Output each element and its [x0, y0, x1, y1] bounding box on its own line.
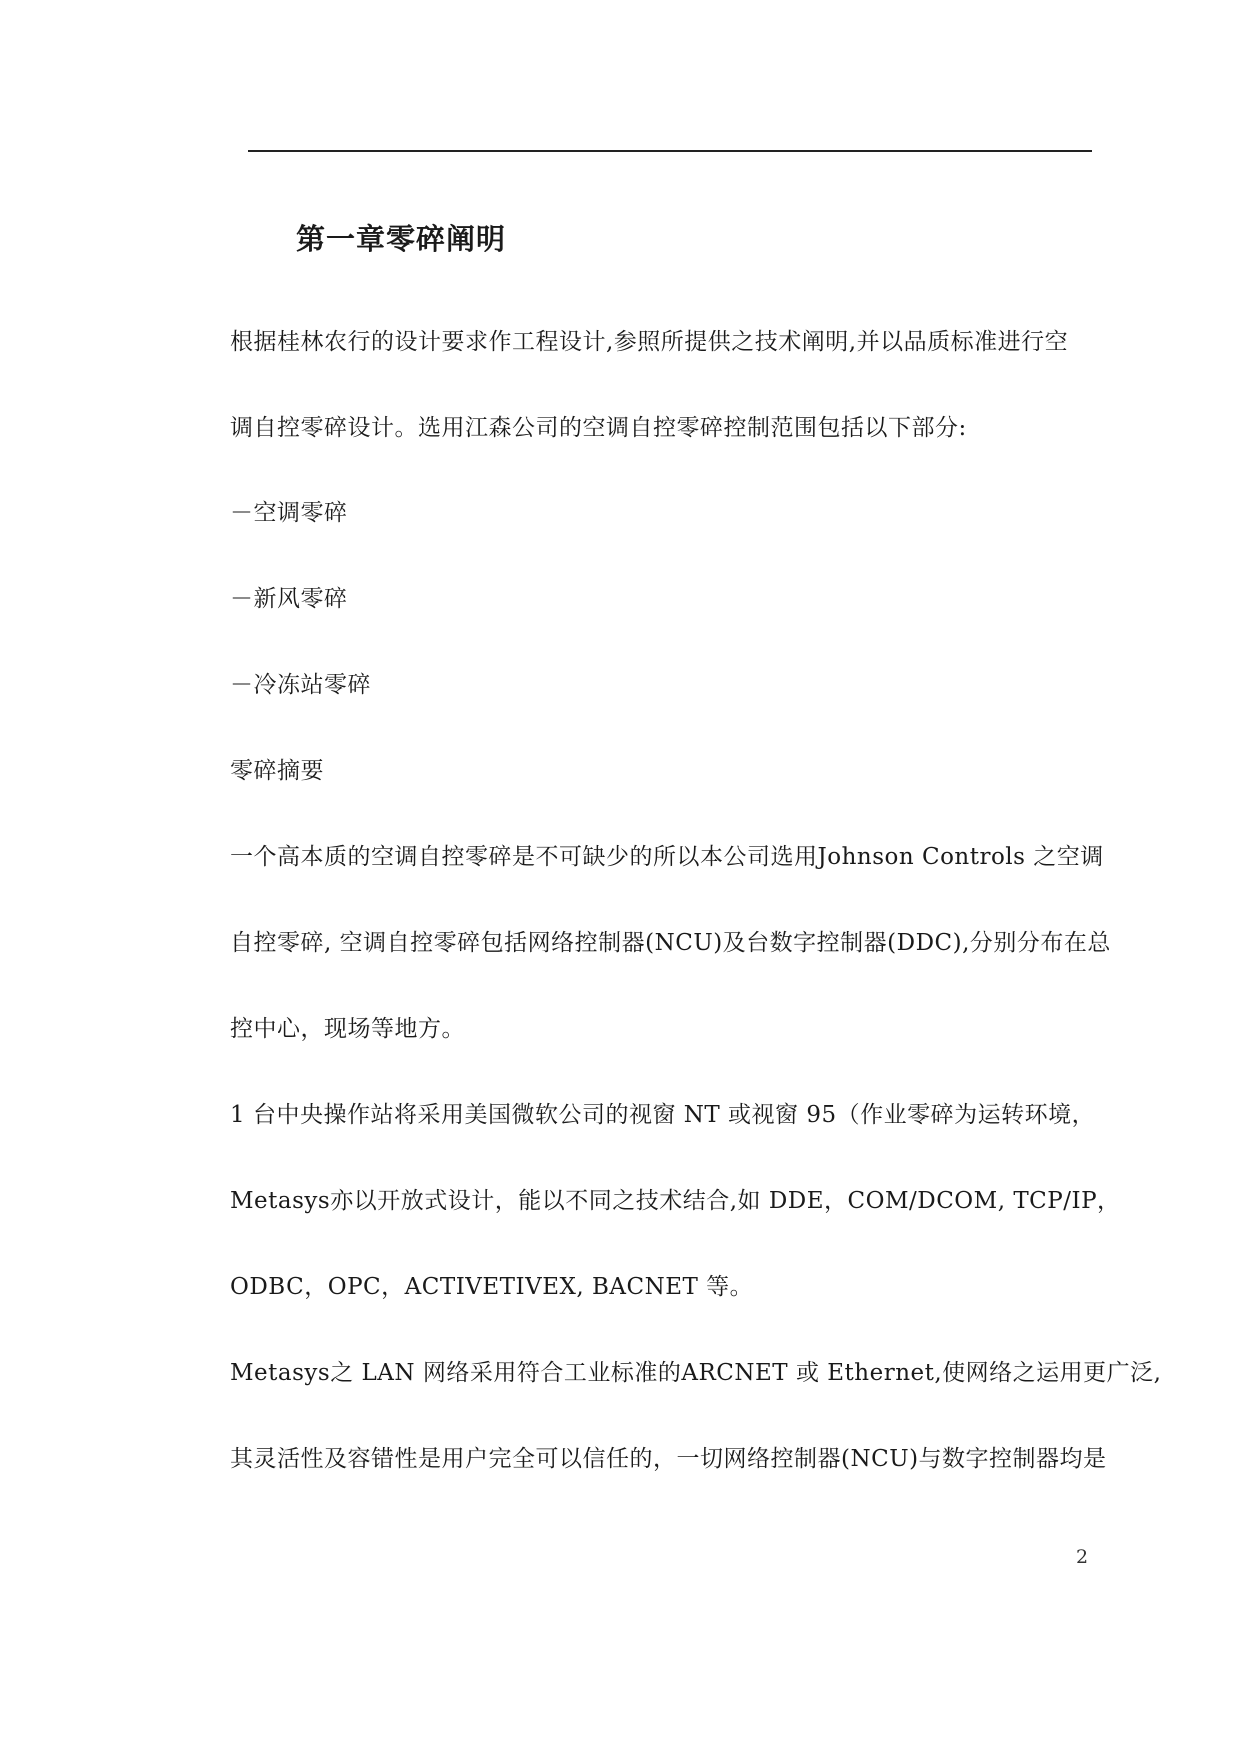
- page-number: 2: [1076, 1546, 1089, 1568]
- chapter-title: 第一章零碎阐明: [296, 222, 507, 256]
- body-line: 一个高本质的空调自控零碎是不可缺少的所以本公司选用Johnson Controls 之空调: [230, 844, 1104, 870]
- body-line: 自控零碎, 空调自控零碎包括网络控制器(NCU)及台数字控制器(DDC),分别分布在总: [230, 930, 1111, 956]
- body-line: Metasys亦以开放式设计，能以不同之技术结合,如 DDE，COM/DCOM, TCP/IP，: [230, 1188, 1121, 1214]
- body-line: 1 台中央操作站将采用美国微软公司的视窗 NT 或视窗 95（作业零碎为运转环境，: [230, 1102, 1096, 1128]
- body-line: ODBC，OPC，ACTIVETIVEX, BACNET 等。: [230, 1274, 754, 1300]
- list-item: －冷冻站零碎: [230, 672, 371, 698]
- body-line: 根据桂林农行的设计要求作工程设计,参照所提供之技术阐明,并以品质标准进行空: [230, 329, 1069, 355]
- body-line: 其灵活性及容错性是用户完全可以信任的，一切网络控制器(NCU)与数字控制器均是: [230, 1446, 1107, 1472]
- body-line: Metasys之 LAN 网络采用符合工业标准的ARCNET 或 Ethernet,使网络之运用更广泛,: [230, 1360, 1162, 1386]
- list-item: －新风零碎: [230, 586, 348, 612]
- header-rule: [248, 150, 1092, 152]
- body-line: 控中心，现场等地方。: [230, 1016, 465, 1042]
- body-line: 调自控零碎设计。选用江森公司的空调自控零碎控制范围包括以下部分:: [230, 415, 967, 441]
- section-heading: 零碎摘要: [230, 758, 324, 784]
- list-item: －空调零碎: [230, 500, 348, 526]
